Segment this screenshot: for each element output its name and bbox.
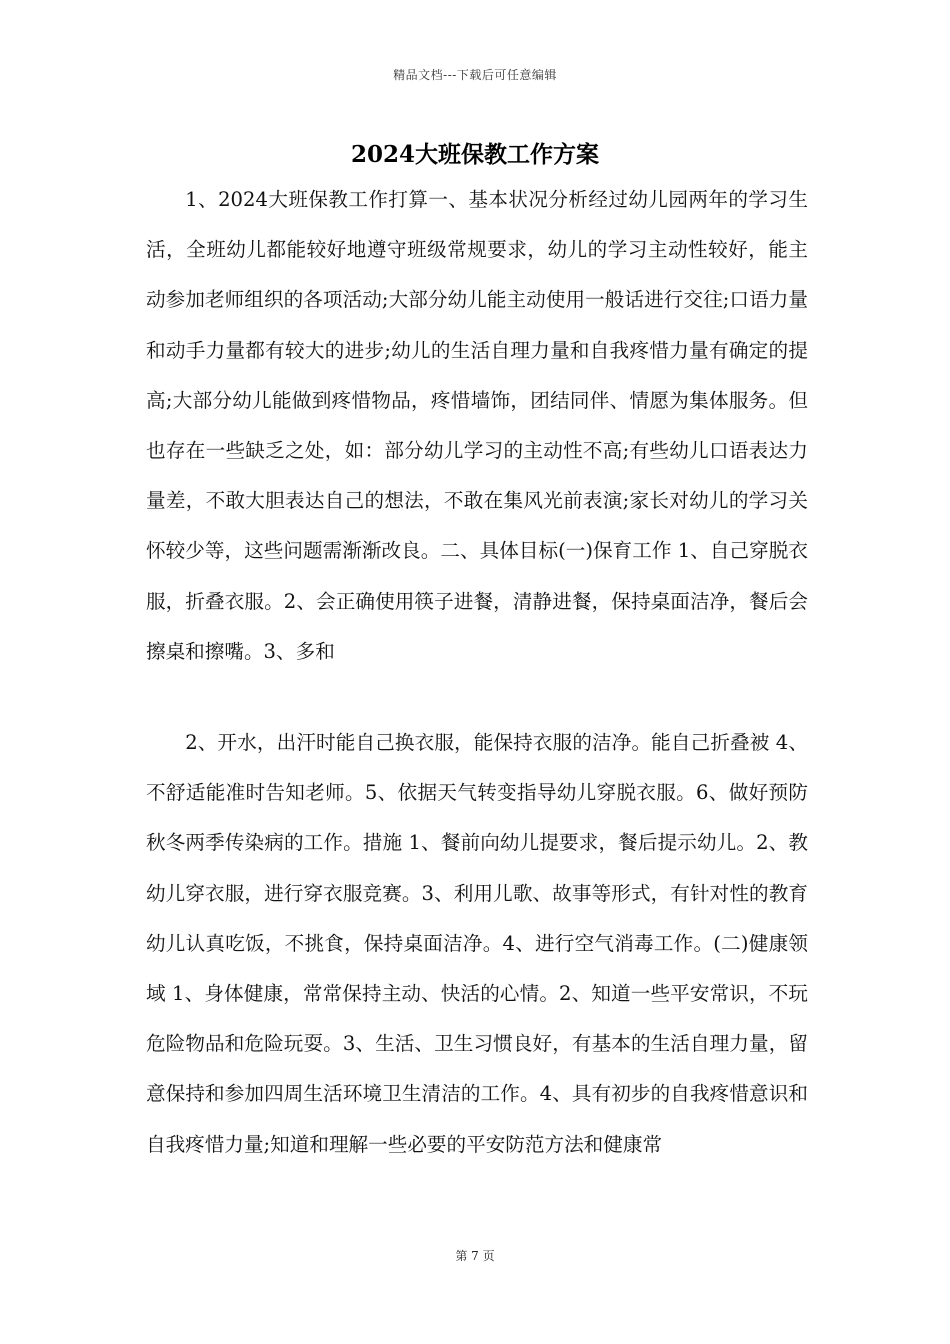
document-title: 2024大班保教工作方案	[350, 141, 599, 168]
body-paragraph-1: 1、2024大班保教工作打算一、基本状况分析经过幼儿园两年的学习生活，全班幼儿都能较好地遵守班级常规要求，幼儿的学习主动性较好，能主动参加老师组织的各项活动;大部分幼儿能主动使用一般话进行交往;口语力量和动手力量都有较大的进步;幼儿的生活自理力量和自我疼惜力量有确定的提高;大部分幼儿能做到疼惜物品，疼惜墙饰，团结同伴、情愿为集体服务。但也存在一些缺乏之处，如：部分幼儿学习的主动性不高;有些幼儿口语表达力量差，不敢大胆表达自己的想法，不敢在集风光前表演;家长对幼儿的学习关怀较少等，这些问题需渐渐改良。二、具体目标(一)保育工作 1、自己穿脱衣服，折叠衣服。2、会正确使用筷子进餐，清静进餐，保持桌面洁净，餐后会擦桌和擦嘴。3、多和	[146, 188, 808, 663]
page-header: 精品文档---下载后可任意编辑	[393, 68, 557, 82]
body-paragraph-2: 2、开水，出汗时能自己换衣服，能保持衣服的洁净。能自己折叠被 4、不舒适能准时告知老师。5、依据天气转变指导幼儿穿脱衣服。6、做好预防秋冬两季传染病的工作。措施 1、餐前向幼儿提要求，餐后提示幼儿。2、教幼儿穿衣服，进行穿衣服竞赛。3、利用儿歌、故事等形式，有针对性的教育幼儿认真吃饭，不挑食，保持桌面洁净。4、进行空气消毒工作。(二)健康领域 1、身体健康，常常保持主动、快活的心情。2、知道一些平安常识，不玩危险物品和危险玩耍。3、生活、卫生习惯良好，有基本的生活自理力量，留意保持和参加四周生活环境卫生清洁的工作。4、具有初步的自我疼惜意识和自我疼惜力量;知道和理解一些必要的平安防范方法和健康常	[146, 731, 808, 1156]
page-number: 第 7 页	[455, 1249, 495, 1263]
